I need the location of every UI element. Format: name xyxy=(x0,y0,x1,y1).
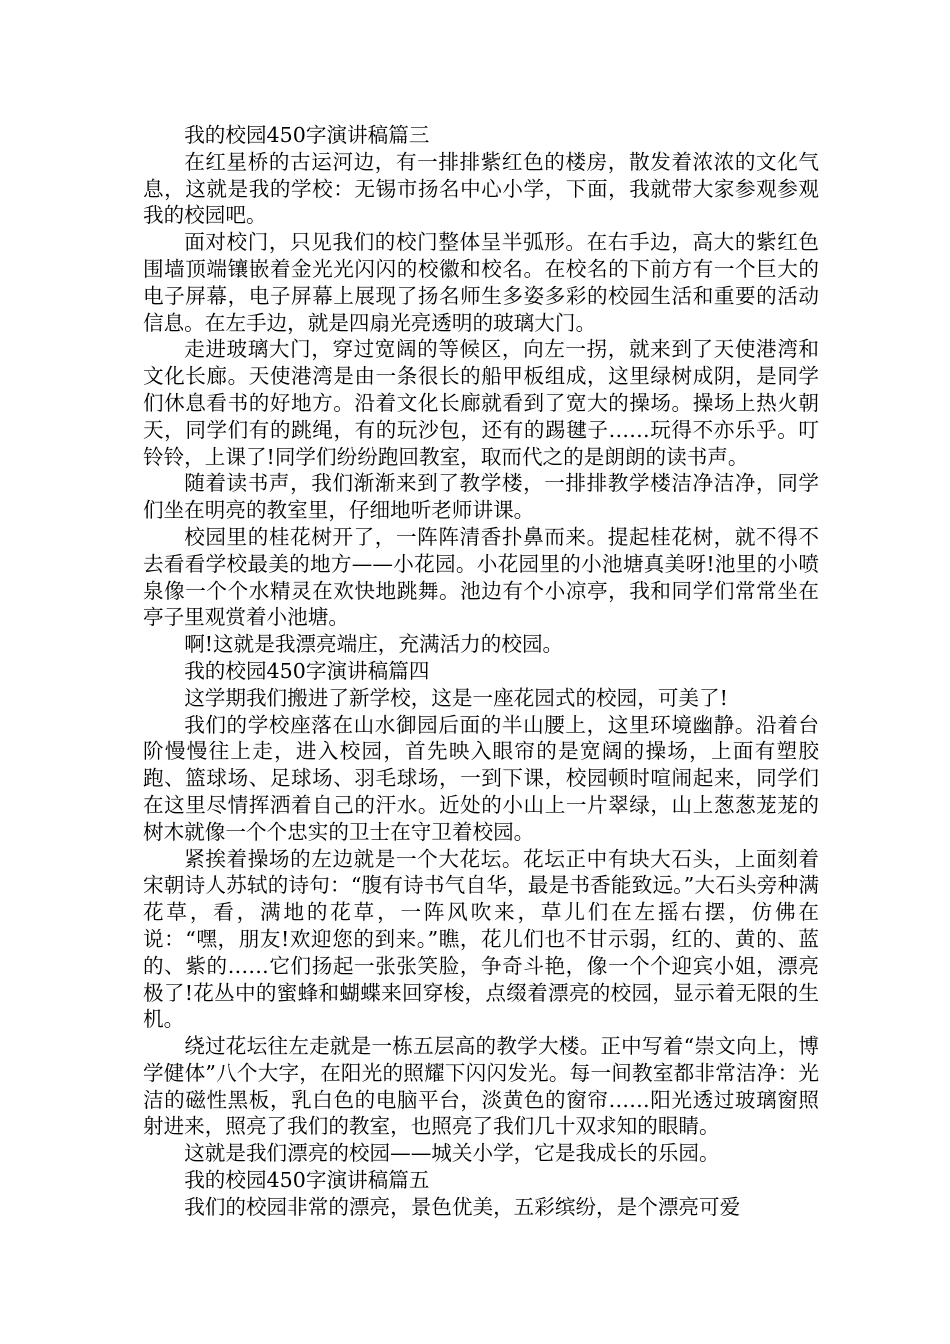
document-body xyxy=(143,122,819,1221)
paragraph: 校园里的桂花树开了，一阵阵清香扑鼻而来。提起桂花树，就不得不去看看学校最美的地方——小花园。小花园里的小池塘真美呀!池里的小喷泉像一个个水精灵在欢快地跳舞。池边有个小凉亭，我和同学们常常坐在亭子里观赏着小池塘。 xyxy=(143,524,819,630)
paragraph: 我们的学校座落在山水御园后面的半山腰上，这里环境幽静。沿着台阶慢慢往上走，进入校园，首先映入眼帘的是宽阔的操场，上面有塑胶跑、篮球场、足球场、羽毛球场，一到下课，校园顿时喧闹起来，同学们在这里尽情挥洒着自己的汗水。近处的小山上一片翠绿，山上葱葱茏茏的树木就像一个个忠实的卫士在守卫着校园。 xyxy=(143,712,819,844)
paragraph: 我们的校园非常的漂亮，景色优美，五彩缤纷，是个漂亮可爱 xyxy=(184,1194,741,1219)
paragraph: 这就是我们漂亮的校园——城关小学，它是我成长的乐园。 xyxy=(184,1141,720,1166)
section-heading-5: 我的校园450字演讲稿篇五 xyxy=(184,1168,430,1193)
section-heading-3: 我的校园450字演讲稿篇三 xyxy=(184,123,430,147)
paragraph: 这学期我们搬进了新学校，这是一座花园式的校园，可美了! xyxy=(184,685,728,710)
paragraph: 随着读书声，我们渐渐来到了教学楼，一排排教学楼洁净洁净，同学们坐在明亮的教室里，仔细地听老师讲课。 xyxy=(143,471,819,523)
paragraph: 紧挨着操场的左边就是一个大花坛。花坛正中有块大石头，上面刻着宋朝诗人苏轼的诗句：“腹有诗书气自华，最是书香能致远。”大石头旁种满花草，看，满地的花草，一阵风吹来，草儿们在左摇右摆，仿佛在说：“嘿，朋友!欢迎您的到来。”瞧，花儿们也不甘示弱，红的、黄的、蓝的、紫的……它们扬起一张张笑脸，争奇斗艳，像一个个迎宾小姐，漂亮极了!花丛中的蜜蜂和蝴蝶来回穿梭，点缀着漂亮的校园，显示着无限的生机。 xyxy=(143,846,819,1032)
paragraph: 在红星桥的古运河边，有一排排紫红色的楼房，散发着浓浓的文化气息，这就是我的学校：无锡市扬名中心小学，下面，我就带大家参观参观我的校园吧。 xyxy=(143,149,819,228)
paragraph: 啊!这就是我漂亮端庄，充满活力的校园。 xyxy=(184,632,564,657)
section-heading-4: 我的校园450字演讲稿篇四 xyxy=(184,658,430,683)
paragraph: 走进玻璃大门，穿过宽阔的等候区，向左一拐，就来到了天使港湾和文化长廊。天使港湾是由一条很长的船甲板组成，这里绿树成阴，是同学们休息看书的好地方。沿着文化长廊就看到了宽大的操场。操场上热火朝天，同学们有的跳绳，有的玩沙包，还有的踢毽子……玩得不亦乐乎。叮铃铃，上课了!同学们纷纷跑回教室，取而代之的是朗朗的读书声。 xyxy=(143,337,819,469)
paragraph: 绕过花坛往左走就是一栋五层高的教学大楼。正中写着“崇文向上，博学健体”八个大字，在阳光的照耀下闪闪发光。每一间教室都非常洁净：光洁的磁性黑板，乳白色的电脑平台，淡黄色的窗帘……阳光透过玻璃窗照射进来，照亮了我们的教室，也照亮了我们几十双求知的眼睛。 xyxy=(143,1034,819,1139)
paragraph: 面对校门，只见我们的校门整体呈半弧形。在右手边，高大的紫红色围墙顶端镶嵌着金光光闪闪的校徽和校名。在校名的下前方有一个巨大的电子屏幕，电子屏幕上展现了扬名师生多姿多彩的校园生活和重要的活动信息。在左手边，就是四扇光亮透明的玻璃大门。 xyxy=(143,230,819,335)
